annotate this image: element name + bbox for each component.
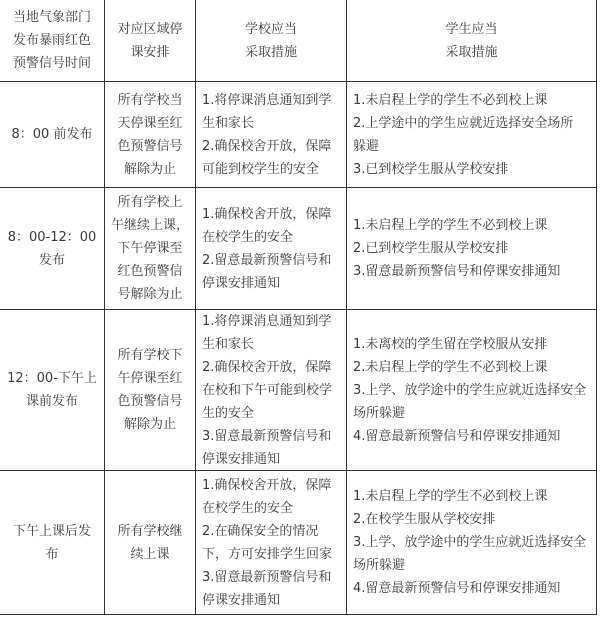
school-measures-cell	[196, 471, 346, 614]
cell-text-line: 红色预警信	[117, 264, 183, 279]
cell-text-line: 发布	[38, 252, 65, 268]
cell-text-line: 2.在确保安全的情况	[202, 523, 319, 539]
cell-text-line: 2.确保校舍开放，保障	[202, 138, 332, 154]
cell-text-line: 号解除为止	[117, 287, 183, 302]
cell-text-line: 3.已到校学生服从学校安排	[353, 161, 509, 177]
arrangement-cell	[105, 188, 195, 309]
school-measures-cell	[196, 310, 346, 470]
cell-text-line: 1.未启程上学的学生不必到校上课	[353, 489, 548, 504]
time-cell	[0, 310, 104, 470]
header-text: 采取措施	[445, 44, 498, 60]
cell-text-line: 在校和下午可能到校学	[202, 382, 333, 398]
arrangement-cell	[105, 310, 195, 470]
student-measures-cell	[347, 471, 596, 614]
cell-text-line: 所有学校当	[117, 92, 183, 108]
header-warning-time	[0, 0, 104, 81]
header-text: 采取措施	[244, 44, 297, 60]
header-text: 对应区域停	[117, 21, 183, 37]
cell-text-line: 布	[45, 546, 59, 562]
time-cell	[0, 188, 104, 309]
cell-text-line: 解除为止	[123, 417, 176, 432]
header-school-measures	[196, 0, 346, 81]
arrangement-cell	[105, 82, 195, 187]
cell-text-line: 停课安排通知	[202, 275, 281, 291]
cell-text-line: 1.未启程上学的学生不必到校上课	[353, 92, 548, 108]
cell-text-line: 3.留意最新预警信号和	[202, 569, 332, 585]
cell-text-line: 课前发布	[25, 394, 78, 409]
cell-text-line: 停课安排通知	[202, 592, 281, 608]
cell-text-line: 2.未启程上学的学生不必到校上课	[353, 359, 548, 375]
header-text: 发布暴雨红色	[12, 33, 91, 48]
cell-text-line: 解除为止	[123, 161, 176, 177]
cell-text-line: 1.确保校舍开放，保障	[202, 477, 332, 493]
cell-text-line: 1.将停课消息通知到学	[202, 92, 332, 108]
cell-text-line: 场所躲避	[353, 558, 406, 573]
cell-text-line: 2.确保校舍开放，保障	[202, 359, 332, 375]
student-measures-cell	[347, 310, 596, 470]
cell-text-line: 场所躲避	[353, 405, 406, 421]
cell-text-line: 2.上学途中的学生应就近选择安全场所	[353, 115, 574, 131]
cell-text-line: 续上课	[130, 546, 170, 562]
table-bottom-border	[0, 614, 597, 615]
cell-text-line: 下午停课至	[117, 241, 183, 256]
cell-text-line: 下午上课后发	[12, 523, 91, 539]
cell-text-line: 天停课至红	[117, 115, 183, 131]
cell-text-line: 所有学校继	[117, 523, 183, 539]
cell-text-line: 1.未离校的学生留在学校服从安排	[353, 336, 548, 352]
cell-text-line: 1.确保校舍开放，保障	[202, 206, 332, 222]
arrangement-cell	[105, 471, 195, 614]
cell-text-line: 12：00-下午上	[7, 371, 97, 386]
school-measures-cell	[196, 82, 346, 187]
cell-text-line: 2.留意最新预警信号和	[202, 252, 332, 268]
header-text: 学生应当	[445, 21, 498, 37]
cell-text-line: 躲避	[353, 138, 380, 154]
cell-text-line: 4.留意最新预警信号和停课安排通知	[353, 428, 561, 444]
cell-text-line: 生和家长	[202, 115, 255, 131]
header-text: 当地气象部门	[12, 10, 91, 25]
cell-text-line: 2.已到校学生服从学校安排	[353, 241, 509, 256]
school-measures-cell	[196, 188, 346, 309]
student-measures-cell	[347, 82, 596, 187]
cell-text-line: 3.上学、放学途中的学生应就近选择安全	[353, 382, 587, 398]
cell-text-line: 1.将停课消息通知到学	[202, 313, 332, 329]
cell-text-line: 1.未启程上学的学生不必到校上课	[353, 218, 548, 233]
cell-text-line: 2.在校学生服从学校安排	[353, 512, 496, 527]
header-text: 课安排	[130, 44, 170, 60]
cell-text-line: 色预警信号	[117, 138, 183, 154]
cell-text-line: 在校学生的安全	[202, 500, 294, 516]
cell-text-line: 所有学校下	[117, 348, 183, 363]
cell-text-line: 午停课至红	[117, 371, 183, 386]
cell-text-line: 午继续上课，	[110, 218, 189, 233]
cell-text-line: 8：00 前发布	[11, 127, 93, 142]
time-cell	[0, 471, 104, 614]
cell-text-line: 3.留意最新预警信号和	[202, 428, 332, 444]
cell-text-line: 8：00-12：00	[7, 229, 97, 245]
cell-text-line: 停课安排通知	[202, 451, 281, 467]
header-text: 学校应当	[244, 21, 297, 37]
time-cell	[0, 82, 104, 187]
cell-text-line: 生和家长	[202, 336, 255, 352]
cell-text-line: 3.上学、放学途中的学生应就近选择安全	[353, 535, 587, 550]
cell-text-line: 在校学生的安全	[202, 229, 294, 245]
cell-text-line: 3.留意最新预警信号和停课安排通知	[353, 264, 561, 279]
cell-text-line: 可能到校学生的安全	[202, 161, 320, 177]
cell-text-line: 生的安全	[202, 405, 255, 421]
cell-text-line: 下，方可安排学生回家	[202, 546, 333, 562]
header-text: 预警信号时间	[12, 56, 91, 71]
table-right-border	[596, 0, 597, 615]
cell-text-line: 色预警信号	[117, 394, 183, 409]
cell-text-line: 所有学校上	[117, 195, 183, 210]
header-student-measures	[347, 0, 596, 81]
cell-text-line: 4.留意最新预警信号和停课安排通知	[353, 581, 561, 596]
student-measures-cell	[347, 188, 596, 309]
header-class-arrangement	[105, 0, 195, 81]
